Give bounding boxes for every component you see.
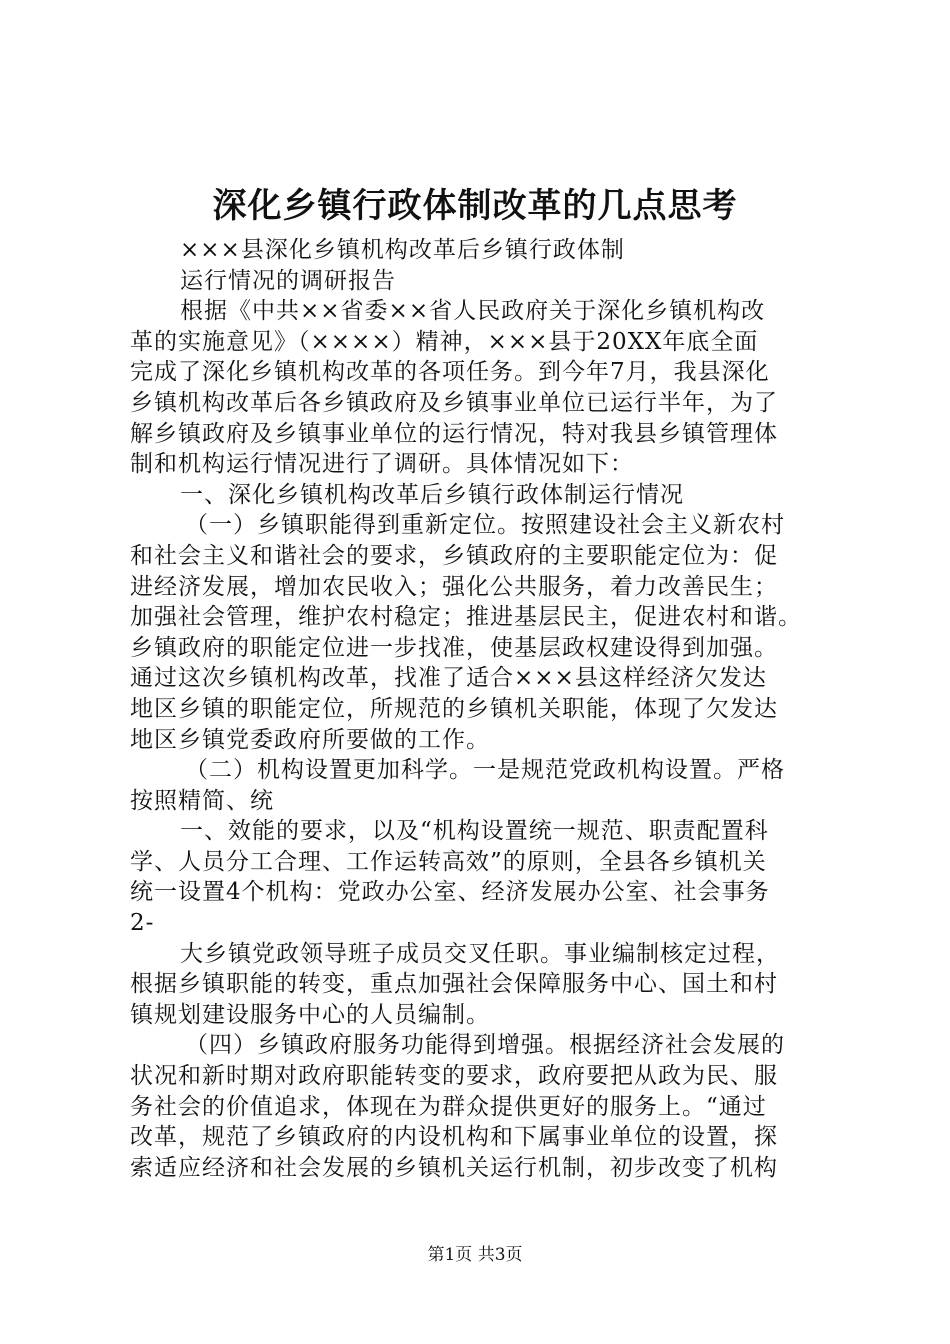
paragraph-line: 大乡镇党政领导班子成员交叉任职。事业编制核定过程，: [180, 940, 780, 967]
paragraph-line: 按照精简、统: [130, 787, 274, 814]
section-heading: 一、深化乡镇机构改革后乡镇行政体制运行情况: [180, 481, 684, 508]
paragraph-line: 根据《中共××省委××省人民政府关于深化乡镇机构改: [180, 298, 766, 325]
paragraph-line: 状况和新时期对政府职能转变的要求，政府要把从政为民、服: [130, 1063, 778, 1090]
page-number-line: 2-: [130, 910, 155, 937]
paragraph-line: 和社会主义和谐社会的要求，乡镇政府的主要职能定位为：促: [130, 542, 778, 569]
paragraph-line: 地区乡镇的职能定位，所规范的乡镇机关职能，体现了欠发达: [130, 695, 778, 722]
paragraph-line: 乡镇政府的职能定位进一步找准，使基层政权建设得到加强。: [130, 634, 778, 661]
paragraph-line: 索适应经济和社会发展的乡镇机关运行机制，初步改变了机构: [130, 1154, 778, 1181]
subtitle-line-1: ×××县深化乡镇机构改革后乡镇行政体制: [180, 237, 625, 263]
document-body: [130, 235, 850, 1183]
paragraph-line: 学、人员分工合理、工作运转高效”的原则，全县各乡镇机关: [130, 848, 767, 875]
paragraph-line: 加强社会管理，维护农村稳定；推进基层民主，促进农村和谐。: [130, 604, 802, 631]
paragraph-line: 地区乡镇党委政府所要做的工作。: [130, 726, 490, 753]
paragraph-line: 根据乡镇职能的转变，重点加强社会保障服务中心、国土和村: [130, 971, 778, 998]
paragraph-line: 统一设置4个机构：党政办公室、经济发展办公室、社会事务: [130, 879, 770, 906]
subtitle-line-2: 运行情况的调研报告: [180, 267, 396, 294]
paragraph-line: 务社会的价值追求，体现在为群众提供更好的服务上。“通过: [130, 1093, 767, 1120]
paragraph-line: 解乡镇政府及乡镇事业单位的运行情况，特对我县乡镇管理体: [130, 420, 778, 447]
document-title: 深化乡镇行政体制改革的几点思考: [212, 186, 738, 226]
paragraph-line: （二）机构设置更加科学。一是规范党政机构设置。严格: [185, 757, 785, 784]
paragraph-line: 进经济发展，增加农民收入；强化公共服务，着力改善民生；: [130, 573, 778, 600]
paragraph-line: 完成了深化乡镇机构改革的各项任务。到今年7月，我县深化: [130, 359, 770, 386]
paragraph-line: 改革，规范了乡镇政府的内设机构和下属事业单位的设置，探: [130, 1124, 778, 1151]
paragraph-line: 革的实施意见》（××××）精神，×××县于20XX年底全面: [130, 328, 759, 355]
paragraph-line: 一、效能的要求，以及“机构设置统一规范、职责配置科: [180, 818, 769, 845]
paragraph-line: 镇规划建设服务中心的人员编制。: [130, 1001, 490, 1028]
paragraph-line: 制和机构运行情况进行了调研。具体情况如下：: [130, 451, 634, 478]
paragraph-line: 通过这次乡镇机构改革，找准了适合×××县这样经济欠发达: [130, 665, 767, 692]
paragraph-line: （四）乡镇政府服务功能得到增强。根据经济社会发展的: [185, 1032, 785, 1059]
page-footer: 第1页 共3页: [427, 1245, 523, 1265]
paragraph-line: 乡镇机构改革后各乡镇政府及乡镇事业单位已运行半年，为了: [130, 389, 778, 416]
paragraph-line: （一）乡镇职能得到重新定位。按照建设社会主义新农村: [185, 512, 785, 539]
